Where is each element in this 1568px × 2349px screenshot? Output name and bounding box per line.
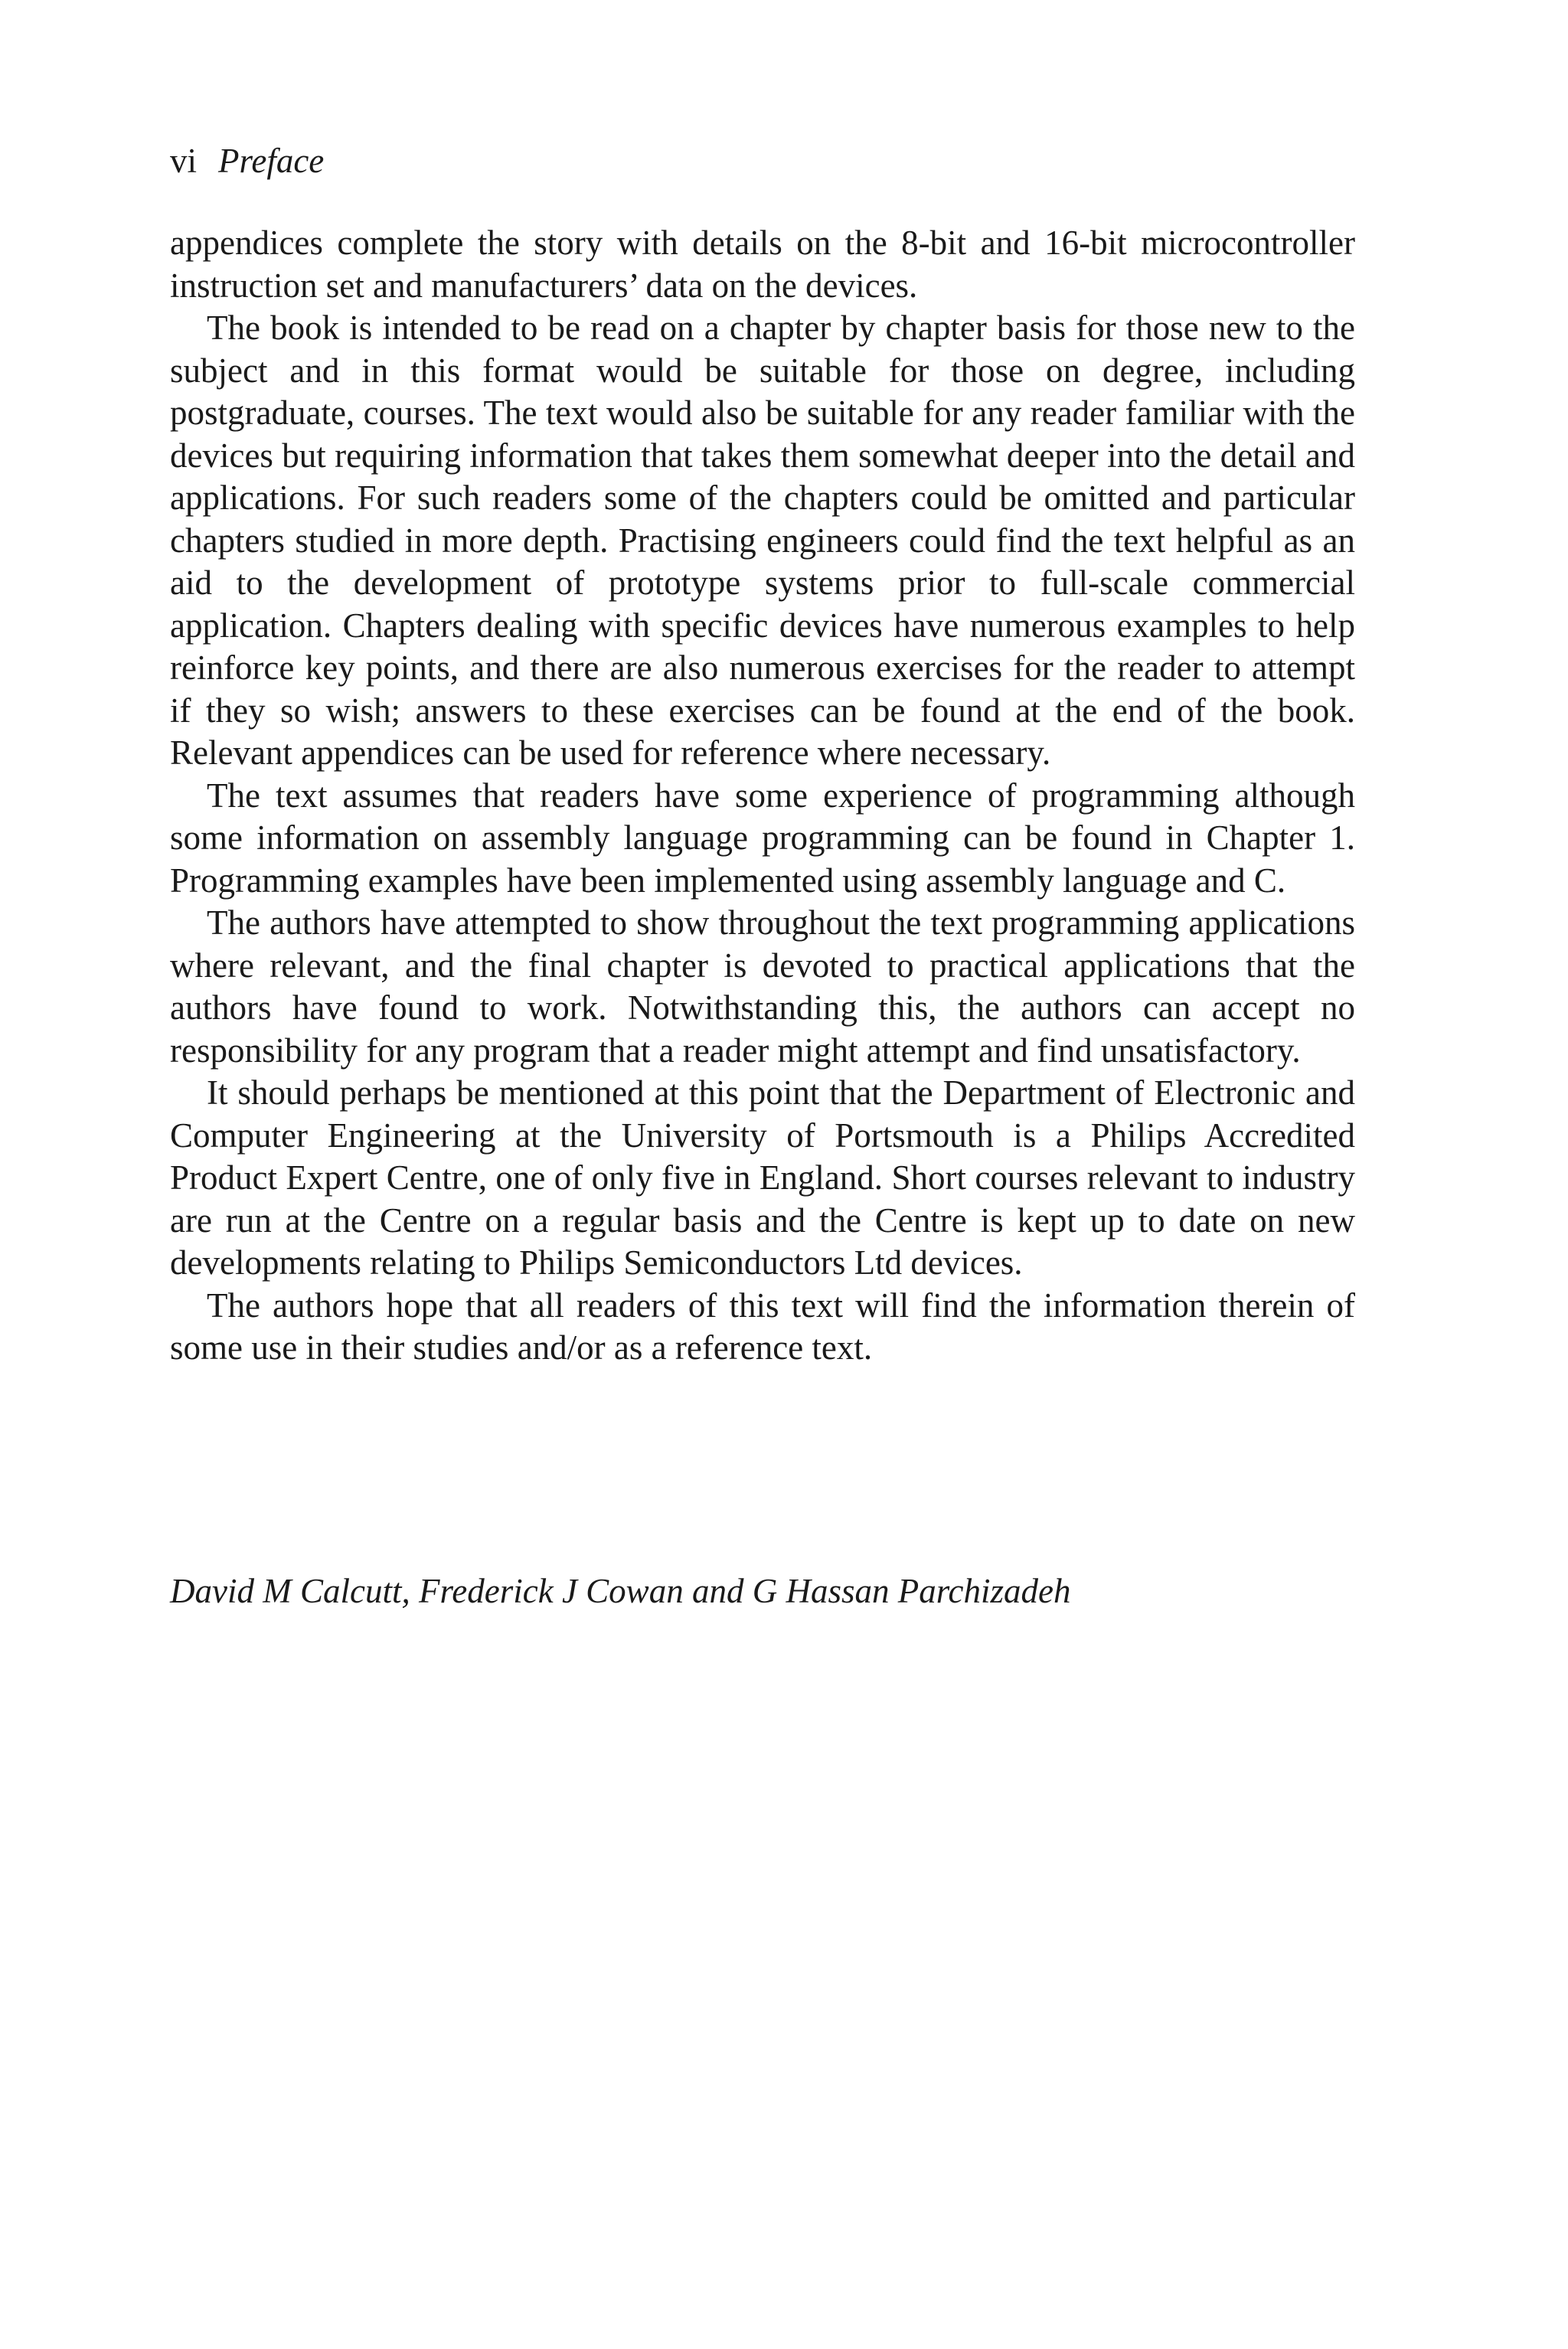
paragraph-disclaimer: The authors have attempted to show throughout the text programming applications where relevant, and the final chapter is devoted to practical applications that the authors have found to work. Notwithstanding this, the authors can accept no responsibility for any program that a reader might attempt and find unsatisfactory. [170, 903, 1355, 1070]
running-head-title: Preface [218, 142, 325, 180]
paragraph-closing: The authors hope that all readers of this text will find the information therein of some use in their studies and/or as a reference text. [170, 1286, 1355, 1367]
paragraph-department: It should perhaps be mentioned at this point that the Department of Electronic and Computer Engineering at the University of Portsmouth is a Philips Accredited Product Expert Centre, one of only five in England. Short courses relevant to industry are run at the Centre on a regular basis and the Centre is kept up to date on new developments relating to Philips Semiconductors Ltd devices. [170, 1073, 1355, 1282]
paragraph-audience: The book is intended to be read on a chapter by chapter basis for those new to the subject and in this format would be suitable for those on degree, including postgraduate, courses. The text would also be suitable for any reader familiar with the devices but requiring information that takes them somewhat deeper into the detail and applications. For such readers some of the chapters could be omitted and particular chapters studied in more depth. Practising engineers could find the text helpful as an aid to the development of prototype systems prior to full-scale commercial application. Chapters dealing with specific devices have numerous examples to help reinforce key points, and there are also numerous exercises for the reader to attempt if they so wish; answers to these exercises can be found at the end of the book. Relevant appendices can be used for reference where necessary. [170, 309, 1355, 772]
preface-body [170, 222, 1355, 1370]
paragraph-continued: appendices complete the story with details on the 8-bit and 16-bit microcontroller instruction set and manufacturers’ data on the devices. [170, 224, 1355, 305]
paragraph-prerequisites: The text assumes that readers have some experience of programming although some information on assembly language programming can be found in Chapter 1. Programming examples have been implemented using assembly language and C. [170, 776, 1355, 900]
page-number: vi [170, 142, 198, 180]
author-signature: David M Calcutt, Frederick J Cowan and G Hassan Parchizadeh [170, 1572, 1071, 1610]
running-head [170, 138, 324, 184]
